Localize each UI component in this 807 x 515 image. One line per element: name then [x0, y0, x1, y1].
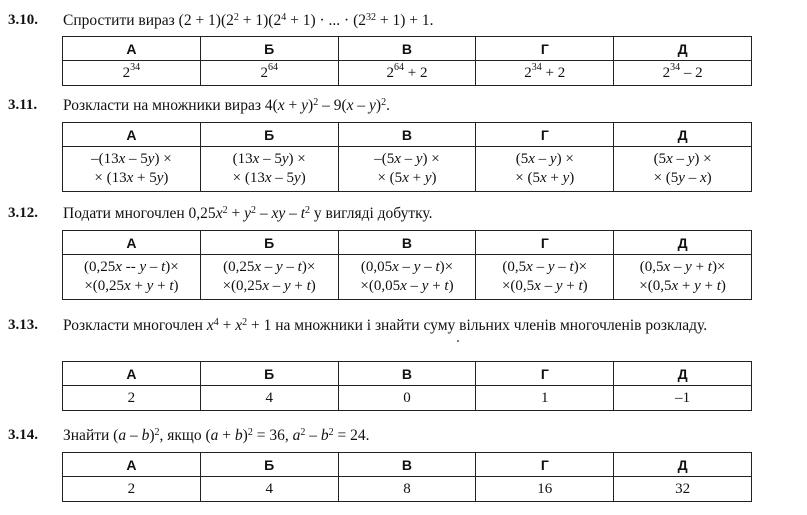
option-v-answer: (0,05x – y – t)× ×(0,05x – y + t)	[338, 255, 476, 300]
option-a-answer: 2	[63, 386, 201, 411]
option-b-header: Б	[200, 231, 338, 255]
problem-question: Спростити вираз $(2 + 1)(2^2 + 1)(2^4 + 1)$ · ... · $(2^{32} + 1) + 1$.	[63, 12, 434, 29]
problem-question: Подати многочлен $0,25x^2 + y^2$ – xy – $t^2$ у вигляді добутку.	[63, 205, 433, 222]
option-v-header: В	[338, 453, 476, 477]
option-a-header: А	[63, 123, 201, 147]
option-g-header: Г	[476, 362, 614, 386]
option-d-answer: (5x – y) × × (5y – x)	[614, 147, 752, 192]
option-b-answer: 4	[200, 386, 338, 411]
stray-dot	[457, 340, 459, 342]
option-g-header: Г	[476, 123, 614, 147]
answer-table	[62, 122, 752, 192]
option-v-answer: 8	[338, 477, 476, 502]
option-a-header: А	[63, 453, 201, 477]
option-b-answer: (13x – 5y) × × (13x – 5y)	[200, 147, 338, 192]
option-d-header: Д	[614, 37, 752, 61]
problem-number: 3.13.	[8, 317, 38, 333]
problem-number: 3.14.	[8, 427, 38, 443]
option-g-header: Г	[476, 37, 614, 61]
option-a-answer: 2	[63, 477, 201, 502]
option-v-header: В	[338, 231, 476, 255]
option-a-header: А	[63, 231, 201, 255]
option-a-answer: (0,25x -- y – t)× ×(0,25x + y + t)	[63, 255, 201, 300]
problem-question: Розкласти многочлен $x^4 + x^2 + 1$ на множники і знайти суму вільних членів многочленів розкладу.	[63, 317, 708, 334]
problem-question: Знайти (a – b)$^2$, якщо $(a + b)^2 = 36$, $a^2 - b^2 = 24$.	[63, 427, 370, 444]
option-d-header: Д	[614, 453, 752, 477]
option-d-answer: (0,5x – y + t)× ×(0,5x + y + t)	[614, 255, 752, 300]
option-g-header: Г	[476, 231, 614, 255]
option-g-answer: 16	[476, 477, 614, 502]
option-b-header: Б	[200, 123, 338, 147]
option-g-answer: (0,5x – y – t)× ×(0,5x – y + t)	[476, 255, 614, 300]
problem-number: 3.11.	[8, 97, 38, 113]
option-b-header: Б	[200, 453, 338, 477]
option-v-answer: –(5x – y) × × (5x + y)	[338, 147, 476, 192]
option-a-answer: $2^{34}$	[63, 61, 201, 86]
option-b-answer: 4	[200, 477, 338, 502]
option-g-answer: (5x – y) × × (5x + y)	[476, 147, 614, 192]
problem-number: 3.10.	[8, 12, 38, 28]
option-v-answer: 0	[338, 386, 476, 411]
answer-table	[62, 36, 752, 86]
option-a-answer: –(13x – 5y) × × (13x + 5y)	[63, 147, 201, 192]
option-v-answer: $2^{64} + 2$	[338, 61, 476, 86]
option-b-answer: (0,25x – y – t)× ×(0,25x – y + t)	[200, 255, 338, 300]
answer-table	[62, 452, 752, 502]
option-b-answer: $2^{64}$	[200, 61, 338, 86]
problem-question: Розкласти на множники вираз $4(x + y)^2 - 9(x - y)^2$.	[63, 97, 390, 114]
option-b-header: Б	[200, 362, 338, 386]
problem-3-13	[0, 315, 807, 406]
option-b-header: Б	[200, 37, 338, 61]
option-d-answer: 32	[614, 477, 752, 502]
option-g-answer: $2^{34} + 2$	[476, 61, 614, 86]
answer-table	[62, 230, 752, 300]
option-d-header: Д	[614, 231, 752, 255]
option-a-header: А	[63, 362, 201, 386]
problem-number: 3.12.	[8, 205, 38, 221]
option-v-header: В	[338, 123, 476, 147]
option-d-answer: –1	[614, 386, 752, 411]
option-d-header: Д	[614, 362, 752, 386]
option-d-header: Д	[614, 123, 752, 147]
option-g-answer: 1	[476, 386, 614, 411]
answer-table	[62, 361, 752, 411]
option-d-answer: $2^{34} - 2$	[614, 61, 752, 86]
option-g-header: Г	[476, 453, 614, 477]
option-a-header: А	[63, 37, 201, 61]
option-v-header: В	[338, 362, 476, 386]
option-v-header: В	[338, 37, 476, 61]
